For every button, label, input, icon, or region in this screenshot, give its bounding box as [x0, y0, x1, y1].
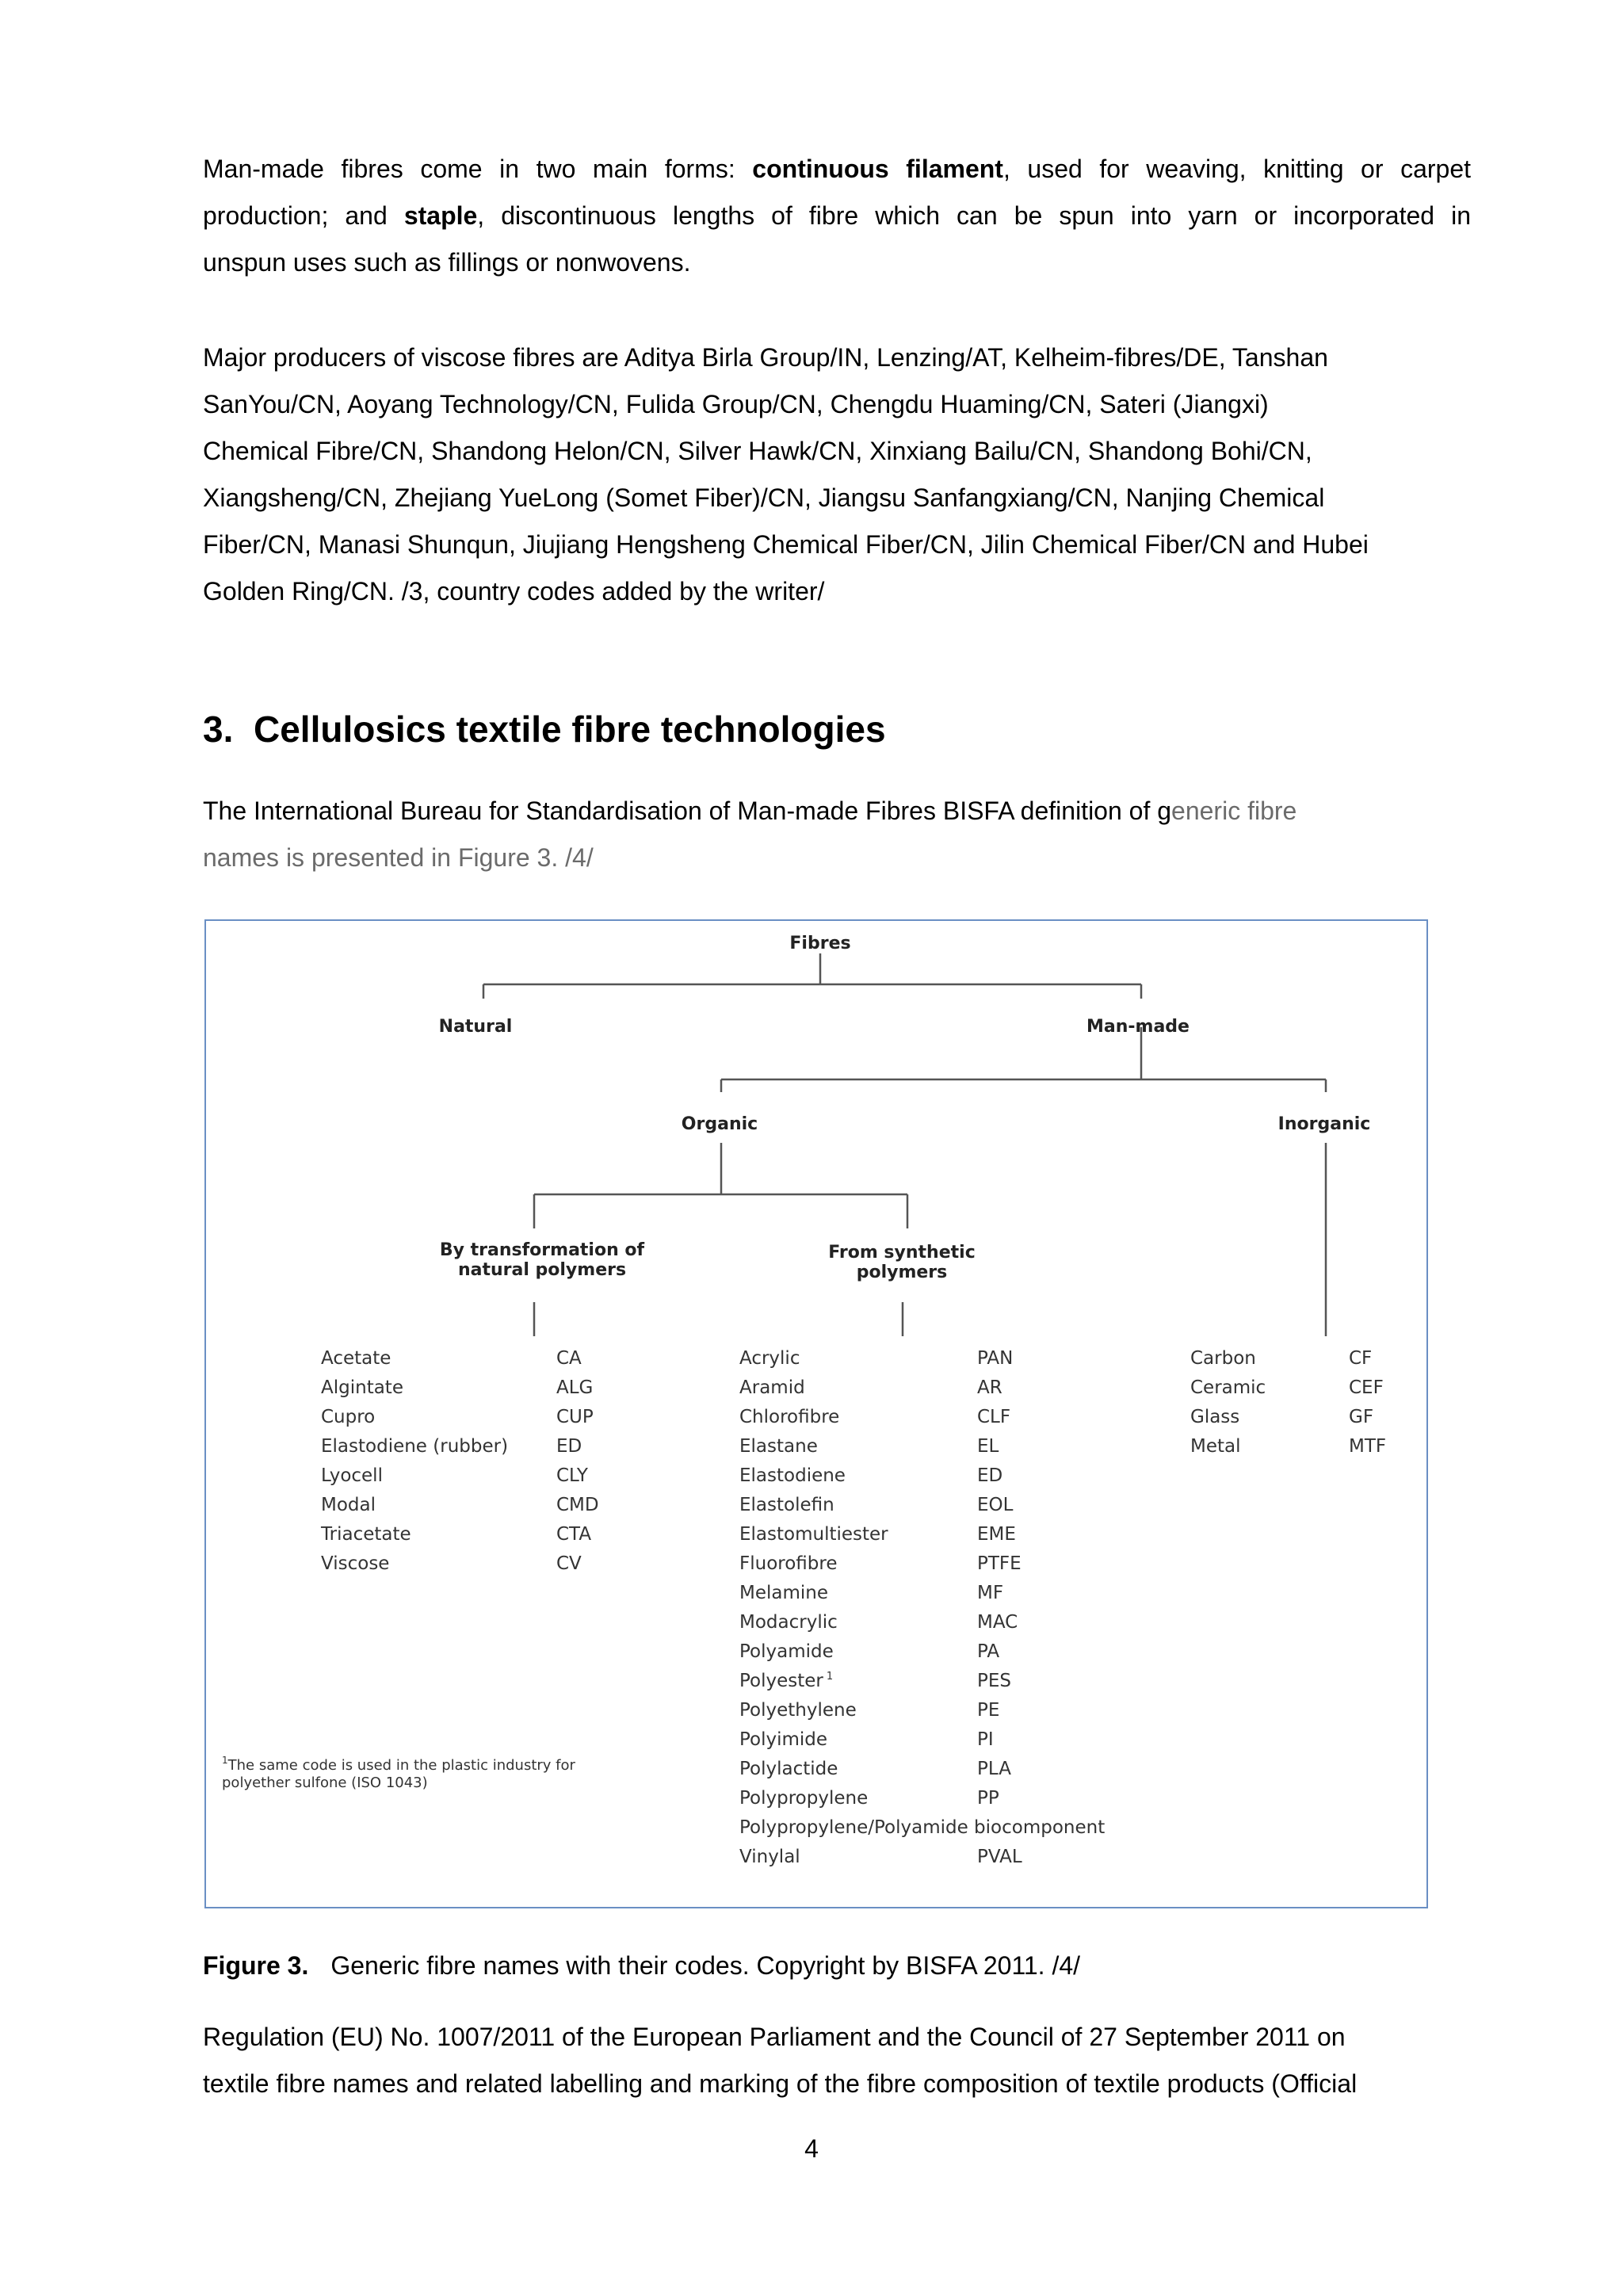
node-natural: Natural [438, 1017, 513, 1037]
fibre-name: Elastolefin [739, 1495, 834, 1515]
node-synthetic-l1: From synthetic [828, 1243, 976, 1263]
paragraph-eu-regulation [203, 2014, 1471, 2107]
fibre-name: Polylactide [739, 1759, 838, 1779]
fibre-code: PAN [977, 1348, 1014, 1369]
caption-text: Generic fibre names with their codes. Copyright by BISFA 2011. /4/ [330, 1951, 1081, 1980]
node-synthetic-l2: polymers [856, 1263, 948, 1282]
fibre-name: Modal [321, 1495, 376, 1515]
fibre-code: PVAL [977, 1847, 1022, 1867]
paragraph-line: Major producers of viscose fibres are Aditya Birla Group/IN, Lenzing/AT, Kelheim-fibres/DE, Tanshan [203, 343, 1328, 372]
section-heading [203, 708, 886, 751]
fibre-code: MAC [977, 1612, 1018, 1633]
node-inorganic: Inorganic [1277, 1114, 1371, 1134]
fibre-code: PLA [977, 1759, 1011, 1779]
fibre-name: Melamine [739, 1583, 829, 1603]
page-number: 4 [804, 2134, 819, 2163]
fibre-code: CA [556, 1348, 582, 1369]
fibre-name: Triacetate [321, 1524, 411, 1545]
paragraph-bisfa-intro [203, 788, 1471, 881]
fibre-name: Polypropylene/Polyamide biocomponent [739, 1817, 1106, 1838]
fibre-name: Cupro [321, 1407, 376, 1427]
fibre-name: Modacrylic [739, 1612, 838, 1633]
fibre-code: CF [1349, 1348, 1373, 1369]
fibre-name: Glass [1190, 1407, 1240, 1427]
node-organic: Organic [681, 1114, 758, 1134]
fibre-code: MTF [1349, 1436, 1387, 1457]
fibre-code: ALG [556, 1377, 594, 1398]
fibre-classification-figure [204, 919, 1428, 1908]
node-man-made: Man-made [1086, 1017, 1190, 1037]
paragraph-line: The International Bureau for Standardisation of Man-made Fibres BISFA definition of generic fibre [203, 797, 1297, 825]
fibre-name: Metal [1190, 1436, 1241, 1457]
fibre-name: Polyimide [739, 1729, 828, 1750]
fibre-code: CTA [556, 1524, 592, 1545]
node-transformation-l2: natural polymers [457, 1260, 627, 1280]
fibre-code: CMD [556, 1495, 599, 1515]
fibre-name: Aramid [739, 1377, 805, 1398]
fibre-code: CUP [556, 1407, 594, 1427]
figure-footnote-l1: $^1$The same code is used in the plastic industry for [222, 1755, 575, 1774]
fibre-name: Elastomultiester [739, 1524, 888, 1545]
paragraph-line: Fiber/CN, Manasi Shunqun, Jiujiang Hengsheng Chemical Fiber/CN, Jilin Chemical Fiber/CN and Hubei [203, 530, 1369, 559]
section-number: 3. [203, 709, 234, 750]
synthetic-polymers-list [739, 1348, 1105, 1867]
fibre-code: CLY [556, 1465, 588, 1486]
paragraph-line: SanYou/CN, Aoyang Technology/CN, Fulida Group/CN, Chengdu Huaming/CN, Sateri (Jiangxi) [203, 390, 1269, 418]
paragraph-line: names is presented in Figure 3. /4/ [203, 843, 594, 872]
figure-caption [203, 1951, 1080, 1981]
fibre-name: Ceramic [1190, 1377, 1266, 1398]
fibre-name: Chlorofibre [739, 1407, 840, 1427]
fibre-code: ED [977, 1465, 1003, 1486]
fibre-tree-diagram [206, 921, 1430, 1910]
node-fibres: Fibres [789, 934, 851, 953]
fibre-name: Viscose [321, 1553, 390, 1574]
fibre-code: PE [977, 1700, 1000, 1721]
paragraph-line: Chemical Fibre/CN, Shandong Helon/CN, Silver Hawk/CN, Xinxiang Bailu/CN, Shandong Bohi/CN, [203, 437, 1312, 465]
paragraph-line: Xiangsheng/CN, Zhejiang YueLong (Somet Fiber)/CN, Jiangsu Sanfangxiang/CN, Nanjing Chemical [203, 483, 1325, 512]
fibre-name: Carbon [1190, 1348, 1256, 1369]
bold-term: continuous filament [752, 155, 1003, 183]
fibre-name: Elastodiene (rubber) [321, 1436, 509, 1457]
paragraph-line: Regulation (EU) No. 1007/2011 of the European Parliament and the Council of 27 September 2011 on [203, 2023, 1346, 2051]
fibre-code: PTFE [977, 1553, 1022, 1574]
paragraph-line: textile fibre names and related labelling and marking of the fibre composition of textile products (Official [203, 2069, 1358, 2098]
node-transformation-l1: By transformation of [439, 1240, 645, 1260]
paragraph-line: Golden Ring/CN. /3, country codes added by the writer/ [203, 577, 825, 606]
fibre-code: PI [977, 1729, 994, 1750]
fibre-name: Polyamide [739, 1641, 834, 1662]
fibre-name: Lyocell [321, 1465, 383, 1486]
fibre-code: EL [977, 1436, 999, 1457]
fibre-code: GF [1349, 1407, 1374, 1427]
fibre-code: MF [977, 1583, 1004, 1603]
fibre-name: Vinylal [739, 1847, 800, 1867]
paragraph-fibre-forms [203, 146, 1471, 286]
inorganic-fibres-list [1190, 1348, 1386, 1457]
paragraph-line: unspun uses such as fillings or nonwovens. [203, 248, 691, 277]
fibre-name: Elastane [739, 1436, 818, 1457]
fibre-name: Acetate [321, 1348, 391, 1369]
natural-polymers-list [320, 1348, 599, 1574]
fibre-name: Elastodiene [739, 1465, 846, 1486]
paragraph-line: Man-made fibres come in two main forms: continuous filament, used for weaving, knitting or carpet [203, 155, 1472, 183]
paragraph-viscose-producers [203, 334, 1471, 615]
figure-footnote-l2: polyether sulfone (ISO 1043) [222, 1775, 428, 1791]
fibre-code: EME [977, 1524, 1016, 1545]
fibre-code: CV [556, 1553, 582, 1574]
section-title: Cellulosics textile fibre technologies [254, 709, 886, 750]
fibre-name: Algintate [321, 1377, 403, 1398]
paragraph-line: production; and staple, discontinuous lengths of fibre which can be spun into yarn or incorporated in [203, 201, 1472, 230]
caption-label: Figure 3. [203, 1951, 309, 1980]
fibre-code: CEF [1349, 1377, 1384, 1398]
fibre-code: ED [556, 1436, 582, 1457]
fibre-name: Polyethylene [739, 1700, 857, 1721]
fibre-code: AR [977, 1377, 1002, 1398]
fibre-code: PA [977, 1641, 1000, 1662]
fibre-code: PP [977, 1788, 999, 1809]
fibre-code: PES [977, 1671, 1012, 1691]
fibre-name: Acrylic [739, 1348, 800, 1369]
fibre-name: Polyester $^1$ [739, 1671, 834, 1691]
fibre-code: EOL [977, 1495, 1014, 1515]
bold-term: staple [403, 201, 478, 230]
fibre-name: Polypropylene [739, 1788, 869, 1809]
fibre-code: CLF [977, 1407, 1011, 1427]
fibre-name: Fluorofibre [739, 1553, 838, 1574]
